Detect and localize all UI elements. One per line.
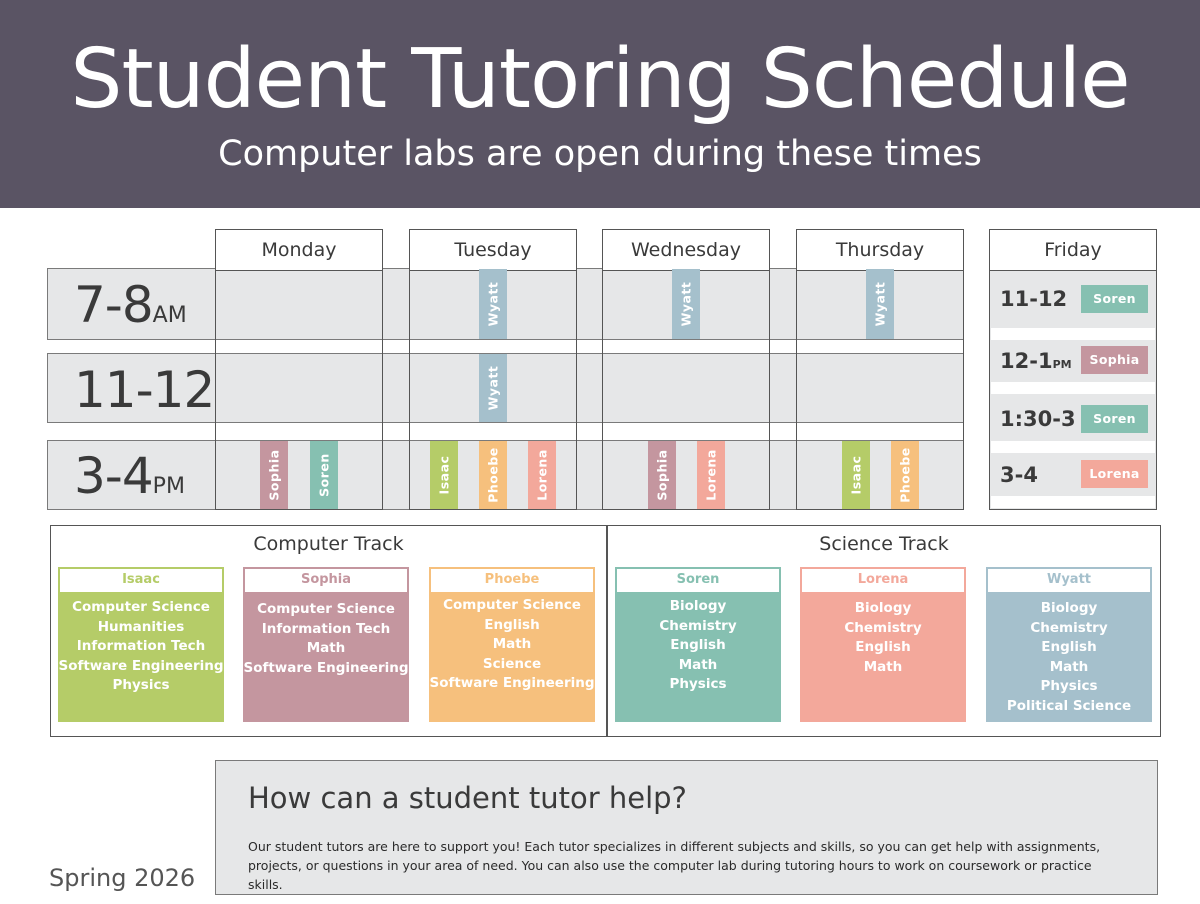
tutor-card-lorena-subjects: Biology Chemistry English Math bbox=[800, 594, 966, 722]
day-header-thursday: Thursday bbox=[797, 230, 963, 271]
tag-tuesday-afternoon-lorena: Lorena bbox=[528, 441, 556, 509]
friday-divider bbox=[991, 382, 1155, 394]
tutor-card-phoebe-name: Phoebe bbox=[429, 567, 595, 594]
computer-track-title: Computer Track bbox=[253, 533, 404, 555]
help-body: Our student tutors are here to support you! Each tutor specializes in different subjects and skills, so you can get help with assignments, projects, or questions in your area of need. You can also use the computer lab during tutoring hours to work on coursework or practice skills. bbox=[248, 839, 1101, 892]
friday-divider bbox=[991, 328, 1155, 340]
tutor-card-soren-subjects: Biology Chemistry English Math Physics bbox=[615, 594, 781, 722]
tag-thursday-afternoon-phoebe: Phoebe bbox=[891, 441, 919, 509]
day-header-tuesday: Tuesday bbox=[410, 230, 576, 271]
tutor-card-wyatt-subjects: Biology Chemistry English Math Physics Political Science bbox=[986, 594, 1152, 722]
friday-time-2: 12-1PM bbox=[1000, 349, 1072, 373]
friday-badge-lorena: Lorena bbox=[1081, 460, 1148, 488]
friday-time-1: 11-12 bbox=[1000, 287, 1068, 311]
day-header-monday: Monday bbox=[216, 230, 382, 271]
tag-tuesday-morning-wyatt: Wyatt bbox=[479, 269, 507, 339]
day-header-friday: Friday bbox=[990, 230, 1156, 271]
tutor-card-sophia-subjects: Computer Science Information Tech Math Software Engineering bbox=[243, 594, 409, 722]
friday-divider bbox=[991, 441, 1155, 453]
tutor-card-soren-name: Soren bbox=[615, 567, 781, 594]
friday-badge-sophia: Sophia bbox=[1081, 346, 1148, 374]
slot-label-midday: 11-12 bbox=[74, 361, 215, 419]
header-banner bbox=[0, 0, 1200, 208]
slot-label-afternoon: 3-4PM bbox=[74, 447, 185, 505]
tag-thursday-afternoon-isaac: Isaac bbox=[842, 441, 870, 509]
season-label: Spring 2026 bbox=[49, 864, 196, 892]
tag-thursday-morning-wyatt: Wyatt bbox=[866, 269, 894, 339]
science-track-title: Science Track bbox=[819, 533, 949, 555]
tag-monday-afternoon-soren: Soren bbox=[310, 441, 338, 509]
tutor-card-isaac-name: Isaac bbox=[58, 567, 224, 594]
tag-wednesday-morning-wyatt: Wyatt bbox=[672, 269, 700, 339]
friday-divider bbox=[991, 496, 1155, 508]
tag-wednesday-afternoon-sophia: Sophia bbox=[648, 441, 676, 509]
tutor-card-sophia-name: Sophia bbox=[243, 567, 409, 594]
friday-time-4: 3-4 bbox=[1000, 463, 1038, 487]
help-panel bbox=[215, 760, 1158, 895]
slot-label-morning: 7-8AM bbox=[74, 276, 187, 334]
day-header-wednesday: Wednesday bbox=[603, 230, 769, 271]
tutor-card-isaac-subjects: Computer Science Humanities Information Tech Software Engineering Physics bbox=[58, 594, 224, 722]
page-subtitle: Computer labs are open during these times bbox=[218, 134, 982, 174]
tutor-card-lorena-name: Lorena bbox=[800, 567, 966, 594]
day-column-monday bbox=[215, 229, 383, 510]
tag-wednesday-afternoon-lorena: Lorena bbox=[697, 441, 725, 509]
tag-monday-afternoon-sophia: Sophia bbox=[260, 441, 288, 509]
tag-tuesday-afternoon-phoebe: Phoebe bbox=[479, 441, 507, 509]
tag-tuesday-afternoon-isaac: Isaac bbox=[430, 441, 458, 509]
help-title: How can a student tutor help? bbox=[248, 781, 687, 815]
page-title: Student Tutoring Schedule bbox=[70, 32, 1130, 127]
friday-badge-soren: Soren bbox=[1081, 405, 1148, 433]
tag-tuesday-midday-wyatt: Wyatt bbox=[479, 354, 507, 422]
friday-badge-soren: Soren bbox=[1081, 285, 1148, 313]
tutor-card-phoebe-subjects: Computer Science English Math Science Software Engineering bbox=[429, 594, 595, 722]
tutor-card-wyatt-name: Wyatt bbox=[986, 567, 1152, 594]
friday-time-3: 1:30-3 bbox=[1000, 407, 1076, 431]
